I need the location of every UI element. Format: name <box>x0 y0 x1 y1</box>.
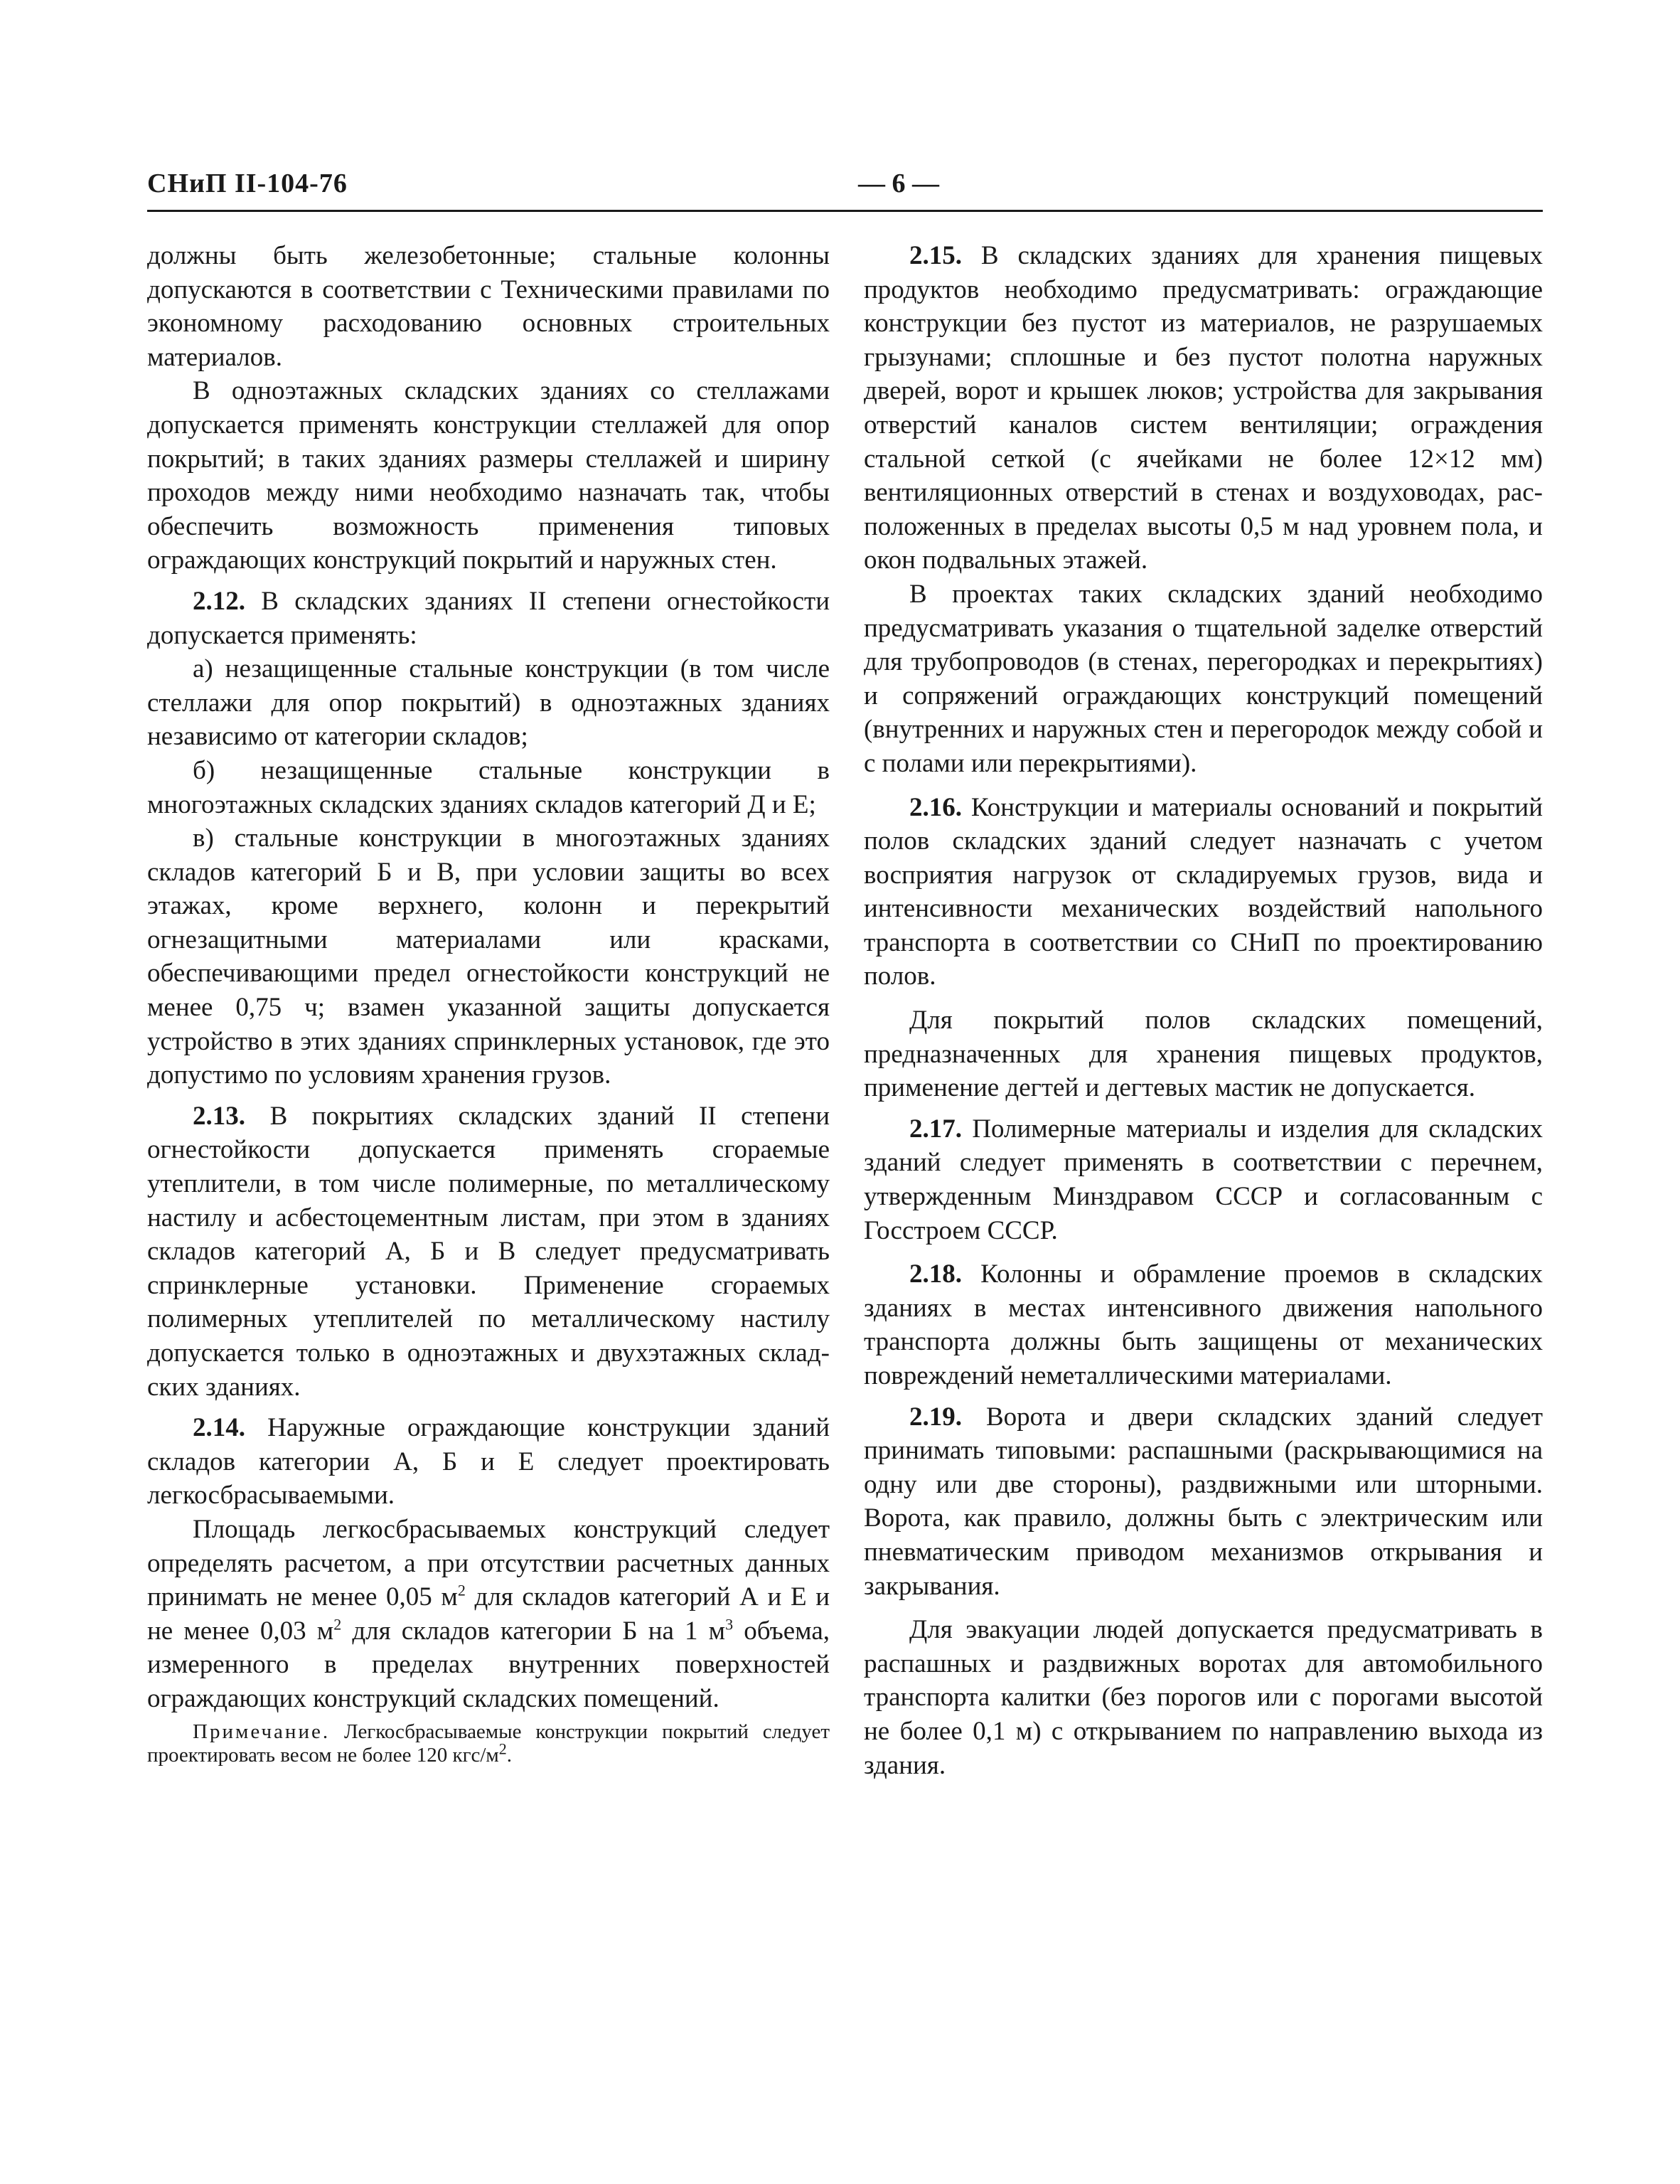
document-code: СНиП II-104-76 <box>147 169 348 198</box>
section-text: В складских зданиях для хранения пищевых продуктов необходимо предусматривать: ограждающие конструкции без пустот из материалов, не разрушаемых грызунами; сплошные и без пустот полотна наружных дверей, ворот и крышек люков; устройства для закрывания отверстий каналов систем вентиляции; ограждения стальной сеткой (с ячейками не более 12×12 мм) вентиляционных отверстий в стенах и воздуховодах, расположенных в пределах высоты 0,5 м над уровнем пола, и окон подвальных этажей. <box>864 241 1543 575</box>
superscript: 2 <box>498 1739 507 1757</box>
section-text: Полимерные материалы и изделия для складских зданий следует применять в соответствии с перечнем, утвержденным Минздравом СССР и согласованным с Госстроем СССР. <box>864 1114 1543 1245</box>
section-number: 2.13. <box>193 1101 245 1131</box>
note-label: Примечание. <box>193 1720 331 1743</box>
superscript: 2 <box>457 1581 466 1599</box>
section-text: В покрытиях складских зданий II степени огнестойкости допускается применять сгораемые утеплители, в том числе полимерные, по металлическому настилу и асбестоцементным листам, при этом в зданиях складов категорий А, Б и В следует предусматривать спринклерные установки. Применение сгораемых полимерных утеплителей по металлическому настилу допускается только в одноэтажных и двухэтажных складских зданиях. <box>147 1101 830 1402</box>
section-number: 2.19. <box>909 1402 962 1432</box>
text-run: Площадь легкосбрасываемых конструкций следует определять расчетом, а при отсутствии расчетных данных принимать не менее 0,05 м <box>147 1514 830 1612</box>
page-number: — 6 — <box>858 169 939 198</box>
section-2-19 <box>864 1400 1543 1604</box>
section-2-18 <box>864 1257 1543 1392</box>
superscript: 3 <box>725 1615 734 1634</box>
section-2-12 <box>147 585 830 652</box>
paragraph <box>147 1513 830 1716</box>
section-number: 2.18. <box>909 1259 962 1289</box>
section-number: 2.12. <box>193 586 245 616</box>
text-run: . <box>506 1743 513 1767</box>
section-text: В складских зданиях II степени огнестойкости допускается применять: <box>147 586 830 650</box>
section-text: Ворота и двери складских зданий следует принимать типовыми: распашными (раскрывающимися на одну или две стороны), раздвижными или шторными. Ворота, как правило, должны быть с электрическим или пневматическим приводом механизмов открывания и закрывания. <box>864 1402 1543 1601</box>
section-text: Конструкции и материалы оснований и покрытий полов складских зданий следует назначать с учетом восприятия нагрузок от складируемых грузов, вида и интенсивности механических воздействий напольного транспорта в соответствии со СНиП по проектированию полов. <box>864 792 1543 991</box>
list-item-a: а) незащищенные стальные конструкции (в том числе стеллажи для опор покрытий) в одноэтажных зданиях независимо от категории складов; <box>147 654 830 752</box>
text-run: для складов категорий А и Е и не менее 0,03 м <box>147 1582 830 1646</box>
section-number: 2.14. <box>193 1413 245 1443</box>
section-2-14 <box>147 1411 830 1513</box>
section-2-17 <box>864 1112 1543 1247</box>
paragraph-continuation: должны быть железобетонные; стальные колонны допускаются в соответствии с Техническими правилами по экономному расходованию основных строительных материалов. <box>147 241 830 372</box>
section-number: 2.15. <box>909 241 962 270</box>
header-rule <box>147 210 1543 212</box>
section-number: 2.17. <box>909 1114 962 1144</box>
section-text: Наружные ограждающие конструкции зданий складов категории А, Б и Е следует проектировать легкосбрасываемыми. <box>147 1413 830 1511</box>
list-item-b: б) незащищенные стальные конструкции в многоэтажных складских зданиях складов категорий Д и Е; <box>147 755 830 819</box>
section-2-16 <box>864 791 1543 994</box>
section-number: 2.16. <box>909 792 962 822</box>
paragraph: В проектах таких складских зданий необходимо предусматривать указания о тщательной заделке отверстий для трубопроводов (в стенах, перегородках и перекрытиях) и сопряжений ограждающих конструкций помещений (внутренних и наружных стен и перегородок между собой и с полами или перекрытиями). <box>864 579 1543 778</box>
section-text: Колонны и обрамление проемов в складских зданиях в местах интенсивного движения напольного транспорта должны быть защищены от механических повреждений неметаллическими материалами. <box>864 1259 1543 1390</box>
paragraph: Для эвакуации людей допускается предусматривать в распашных и раздвижных воротах для автомобильного транспорта калитки (без порогов или с порогами высотой не более 0,1 м) с открыванием по направлению выхода из здания. <box>864 1615 1543 1780</box>
superscript: 2 <box>333 1615 342 1634</box>
left-column <box>147 239 830 1767</box>
note-text: Легкосбрасываемые конструкции покрытий следует проектировать весом не более 120 кгс/м <box>147 1720 830 1767</box>
note <box>147 1720 830 1767</box>
paragraph: В одноэтажных складских зданиях со стеллажами допускается применять конструкции стеллажей для опор покрытий; в таких зданиях размеры стеллажей и ширину проходов между ними необходимо назначать так, чтобы обеспечить возможность применения типовых ограждающих конструкций покрытий и наружных стен. <box>147 376 830 575</box>
section-2-15 <box>864 239 1543 577</box>
text-run: для складов категории Б на 1 м <box>341 1616 726 1646</box>
paragraph: Для покрытий полов складских помещений, предназначенных для хранения пищевых продуктов, применение дегтей и дегтевых мастик не допускается. <box>864 1006 1543 1103</box>
text-run: объема, измеренного в пределах внутренних поверхностей ограждающих конструкций складских помещений. <box>147 1616 830 1713</box>
page-header <box>147 168 1543 211</box>
right-column <box>864 239 1543 1782</box>
list-item-c: в) стальные конструкции в многоэтажных зданиях складов категорий Б и В, при условии защиты во всех этажах, кроме верхнего, колонн и перекрытий огнезащитными материалами или красками, обеспечивающими предел огнестойкости конструкций не менее 0,75 ч; взамен указанной защиты допускается устройство в этих зданиях спринклерных установок, где это допустимо по условиям хранения грузов. <box>147 824 830 1090</box>
section-2-13 <box>147 1099 830 1404</box>
